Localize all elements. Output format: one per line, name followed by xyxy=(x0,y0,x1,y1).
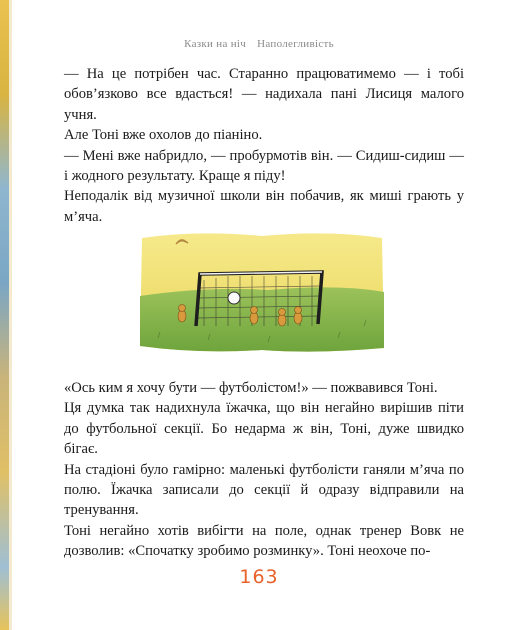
paragraph: — На це потрібен час. Старанно працюватимемо — і тобі обов’язково все вдасться! — надихала пані Лисиця малого учня. xyxy=(64,66,464,123)
header-section: Наполегливість xyxy=(257,38,334,50)
page-number: 163 xyxy=(239,566,279,588)
paragraph: На стадіоні було гамірно: маленькі футболісти ганяли м’яча по полю. Їжачка записали до секції й одразу відправили на тренування. xyxy=(64,461,464,519)
paragraph: — Мені вже набридло, — пробурмотів він. — Сидиш-сидиш — і жодного результату. Краще я піду! xyxy=(64,147,464,185)
paragraph: Але Тоні вже охолов до піаніно. xyxy=(64,127,263,144)
page-edge-shadow xyxy=(9,0,12,630)
paragraph: Тоні негайно хотів вибігти на поле, однак тренер Вовк не дозволив: «Спочатку зробимо розминку». Тоні неохоче по- xyxy=(64,522,464,560)
text-block-top xyxy=(64,64,464,227)
soccer-goal-illustration xyxy=(138,228,386,356)
paragraph: «Ось ким я хочу бути — футболістом!» — пожвавився Тоні. xyxy=(64,380,438,396)
paragraph: Ця думка так надихнула їжачка, що він негайно вирішив піти до футбольної секції. Бо недарма ж він, Тоні, дуже швидко бігає. xyxy=(64,400,464,458)
running-header xyxy=(0,38,518,50)
text-block-bottom xyxy=(64,378,464,562)
paragraph: Неподалік від музичної школи він побачив, як миші грають у м’яча. xyxy=(64,188,464,225)
adjacent-page-edge xyxy=(0,0,9,630)
header-book-title: Казки на ніч xyxy=(184,38,247,50)
